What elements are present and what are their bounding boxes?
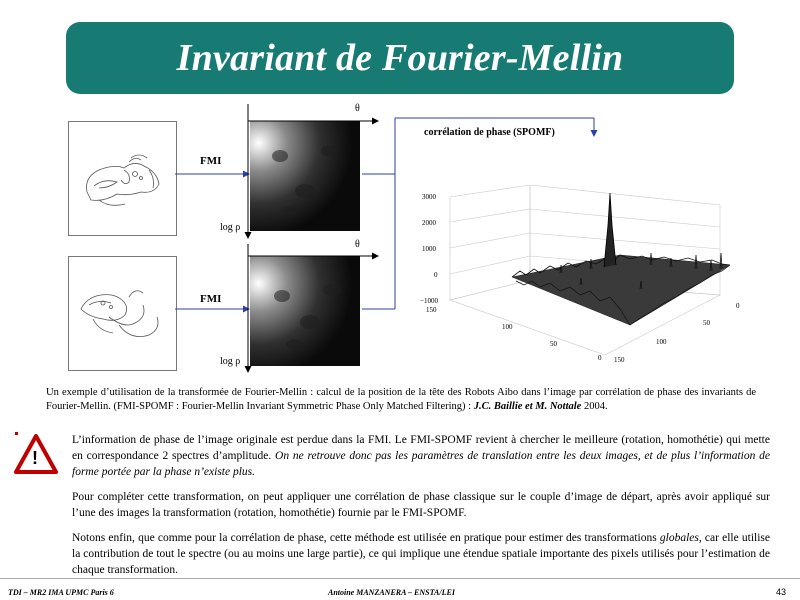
right-tick: 150	[614, 356, 625, 364]
logrho-label-bottom: log ρ	[220, 356, 241, 367]
left-tick: 150	[426, 306, 437, 314]
caption-year: 2004.	[581, 401, 608, 412]
paragraph-3: Notons enfin, que comme pour la corrélation de phase, cette méthode est utilisée en pratique pour estimer des transformations globales, car elle utilise la contribution de tout le spectre (ou au moins une large partie), ce qui implique une étendue spatiale importante des pixels utilisés pour l’estimation de chaque transformation.	[72, 532, 771, 576]
caption-text: Un exemple d’utilisation de la transformée de Fourier-Mellin : calcul de la position de la tête des Robots Aibo dans l’image par corrélation de phase des invariants de Fourier-Mellin. (FMI-SPOMF : Fourier-Mellin Invariant Symmetric Phase Only Matched Filtering) :	[46, 387, 756, 412]
fmi-label-bottom: FMI	[200, 293, 222, 305]
warning-mark: !	[32, 448, 38, 468]
footer-course: TDI – MR2 IMA UPMC Paris 6	[8, 588, 114, 597]
logrho-label-top: log ρ	[220, 222, 241, 233]
left-tick: 50	[550, 340, 557, 348]
z-tick: 2000	[422, 219, 436, 227]
z-tick: −1000	[420, 297, 438, 305]
theta-label-bottom: θ	[355, 239, 360, 250]
spomf-label: corrélation de phase (SPOMF)	[424, 127, 555, 138]
z-tick: 3000	[422, 193, 436, 201]
warning-icon	[14, 434, 58, 474]
paragraph-2: Pour compléter cette transformation, on peut appliquer une corrélation de phase classique sur le couple d’image de départ, après avoir appliqué sur l’une des images la transformation (rotation, homothétie) fournie par le FMI-SPOMF.	[72, 491, 770, 519]
fmi-label-top: FMI	[200, 155, 222, 167]
left-tick: 0	[598, 354, 602, 362]
plot-surface	[512, 193, 730, 325]
z-tick: 0	[434, 271, 438, 279]
left-tick: 100	[502, 323, 513, 331]
paragraph-1: L’information de phase de l’image originale est perdue dans la FMI. Le FMI-SPOMF revient à chercher le meilleure (rotation, homothétie) qui mette en correspondance 2 spectres d’amplitude. On ne retrouve donc pas les paramètres de translation entre les deux images, et de plus l’information de forme portée par la phase n’existe plus.	[72, 434, 770, 478]
caption-authors: J.C. Baillie et M. Nottale	[473, 401, 582, 412]
spomf-surface-plot	[420, 185, 750, 370]
slide-title: Invariant de Fourier-Mellin	[176, 37, 624, 79]
right-tick: 50	[703, 319, 710, 327]
page-number: 43	[776, 587, 787, 597]
footer-rule	[0, 578, 800, 579]
right-tick: 100	[656, 338, 667, 346]
body-text	[72, 432, 770, 587]
right-tick: 0	[736, 302, 740, 310]
footer-author: Antoine MANZANERA – ENSTA/LEI	[328, 588, 455, 597]
figure-caption	[46, 386, 756, 414]
theta-label-top: θ	[355, 103, 360, 114]
z-tick: 1000	[422, 245, 436, 253]
